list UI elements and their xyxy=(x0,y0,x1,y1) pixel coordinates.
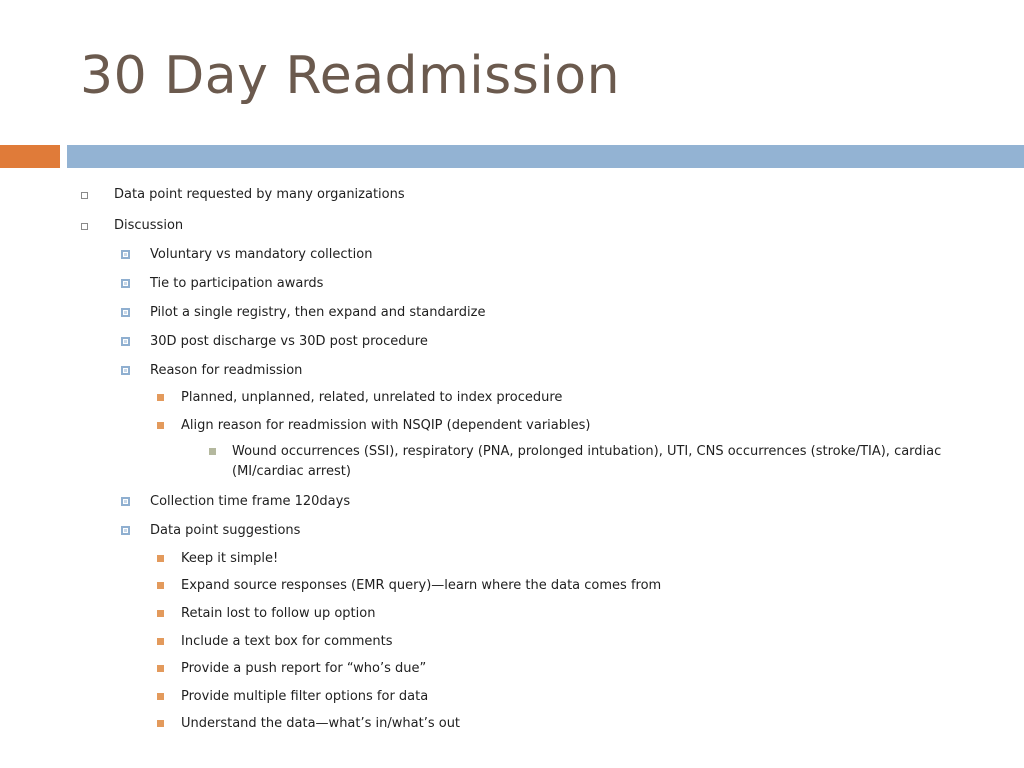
blue-square-bullet-icon xyxy=(121,366,130,375)
list-item: Keep it simple! xyxy=(181,551,279,566)
list-item: Reason for readmission xyxy=(150,363,303,378)
hollow-square-bullet-icon xyxy=(81,192,88,199)
list-item: Align reason for readmission with NSQIP (dependent variables) xyxy=(181,418,591,433)
blue-square-bullet-icon xyxy=(121,250,130,259)
list-item: Pilot a single registry, then expand and standardize xyxy=(150,305,486,320)
accent-bar-orange xyxy=(0,145,60,168)
blue-square-bullet-icon xyxy=(121,279,130,288)
list-item: Discussion xyxy=(114,218,184,233)
list-item: Provide a push report for “who’s due” xyxy=(181,661,427,676)
orange-square-bullet-icon xyxy=(157,610,164,617)
list-item: Planned, unplanned, related, unrelated to index procedure xyxy=(181,390,563,405)
list-item: Expand source responses (EMR query)—learn where the data comes from xyxy=(181,578,662,593)
list-item: Data point requested by many organizations xyxy=(114,187,405,202)
list-item: Data point suggestions xyxy=(150,523,301,538)
blue-square-bullet-icon xyxy=(121,337,130,346)
orange-square-bullet-icon xyxy=(157,693,164,700)
orange-square-bullet-icon xyxy=(157,720,164,727)
orange-square-bullet-icon xyxy=(157,555,164,562)
blue-square-bullet-icon xyxy=(121,526,130,535)
olive-square-bullet-icon xyxy=(209,448,216,455)
list-item: Voluntary vs mandatory collection xyxy=(150,247,373,262)
list-item: Tie to participation awards xyxy=(150,276,324,291)
blue-square-bullet-icon xyxy=(121,308,130,317)
blue-square-bullet-icon xyxy=(121,497,130,506)
list-item: Include a text box for comments xyxy=(181,634,393,649)
list-item: Understand the data—what’s in/what’s out xyxy=(181,716,461,731)
orange-square-bullet-icon xyxy=(157,422,164,429)
list-item: Wound occurrences (SSI), respiratory (PNA, prolonged intubation), UTI, CNS occurrences (stroke/TIA), cardiac (MI/cardiac arrest) xyxy=(232,444,942,479)
list-item: Collection time frame 120days xyxy=(150,494,351,509)
orange-square-bullet-icon xyxy=(157,665,164,672)
orange-square-bullet-icon xyxy=(157,638,164,645)
slide-title: 30 Day Readmission xyxy=(80,46,621,106)
hollow-square-bullet-icon xyxy=(81,223,88,230)
list-item: Retain lost to follow up option xyxy=(181,606,376,621)
accent-bar-blue xyxy=(67,145,1024,168)
list-item: Provide multiple filter options for data xyxy=(181,689,429,704)
orange-square-bullet-icon xyxy=(157,582,164,589)
orange-square-bullet-icon xyxy=(157,394,164,401)
list-item: 30D post discharge vs 30D post procedure xyxy=(150,334,428,349)
